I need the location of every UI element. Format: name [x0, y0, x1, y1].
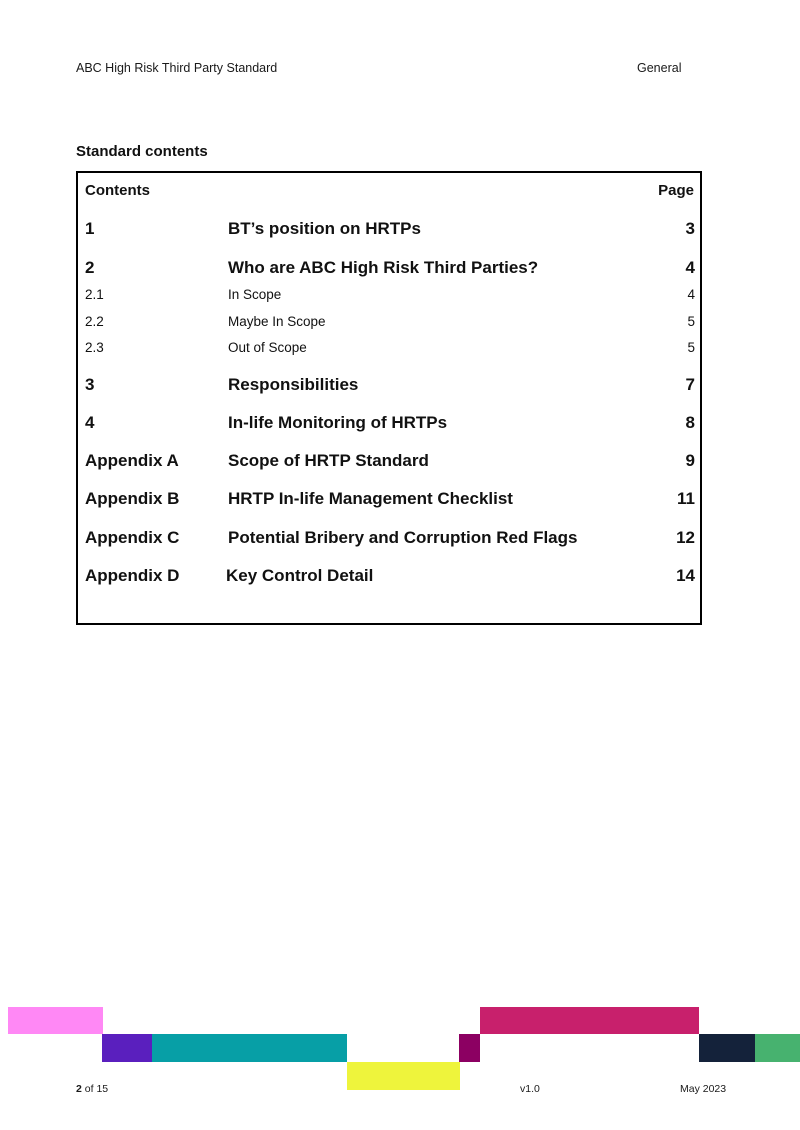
version-label: v1.0: [520, 1083, 540, 1095]
decor-band-pink: [8, 1007, 103, 1034]
page-column-header: Page: [658, 182, 694, 199]
toc-title: BT’s position on HRTPs: [228, 219, 421, 238]
decor-band-teal: [152, 1034, 347, 1062]
toc-page: 8: [685, 413, 695, 432]
toc-title: Key Control Detail: [226, 566, 374, 585]
toc-title: HRTP In-life Management Checklist: [228, 489, 513, 508]
toc-number: Appendix A: [85, 451, 179, 470]
toc-page: 9: [685, 451, 695, 470]
date-label: May 2023: [680, 1083, 727, 1095]
classification-label: General: [637, 61, 682, 75]
total-pages: of 15: [84, 1083, 109, 1095]
toc-title: In Scope: [228, 287, 282, 302]
toc-page: 11: [677, 489, 695, 508]
table-of-contents: [76, 171, 702, 625]
toc-row[interactable]: [78, 566, 700, 588]
decor-band-yellow: [347, 1062, 460, 1090]
toc-title: Scope of HRTP Standard: [228, 451, 429, 470]
page-indicator: [76, 1083, 108, 1095]
decor-band-green: [755, 1034, 800, 1062]
toc-number: Appendix B: [85, 489, 180, 508]
toc-row[interactable]: [78, 528, 700, 550]
toc-row[interactable]: [78, 451, 700, 473]
toc-number: 2.2: [85, 314, 104, 329]
toc-title: Maybe In Scope: [228, 314, 326, 329]
toc-row[interactable]: [78, 340, 700, 362]
toc-page: 14: [676, 566, 695, 585]
toc-row[interactable]: [78, 375, 700, 397]
toc-number: Appendix C: [85, 528, 180, 547]
toc-page: 3: [685, 219, 695, 238]
toc-page: 4: [687, 287, 695, 302]
decor-band-plum: [459, 1034, 480, 1062]
toc-number: 2.1: [85, 287, 104, 302]
toc-row[interactable]: [78, 413, 700, 435]
toc-title: In-life Monitoring of HRTPs: [228, 413, 448, 432]
decor-band-magenta: [480, 1007, 699, 1034]
toc-title: Responsibilities: [228, 375, 359, 394]
toc-row[interactable]: [78, 258, 700, 280]
toc-row[interactable]: [78, 489, 700, 511]
toc-page: 4: [685, 258, 695, 277]
decor-band-purple: [102, 1034, 152, 1062]
toc-number: 1: [85, 219, 95, 238]
toc-number: 4: [85, 413, 95, 432]
contents-column-header: Contents: [85, 182, 150, 199]
toc-number: Appendix D: [85, 566, 180, 585]
toc-title: Potential Bribery and Corruption Red Flags: [228, 528, 578, 547]
toc-row[interactable]: [78, 314, 700, 336]
current-page-number: 2: [76, 1083, 82, 1095]
toc-row[interactable]: [78, 219, 700, 241]
toc-row[interactable]: [78, 287, 700, 309]
toc-page: 5: [687, 340, 695, 355]
toc-number: 3: [85, 375, 95, 394]
decor-band-navy: [699, 1034, 755, 1062]
toc-page: 5: [687, 314, 695, 329]
section-title: Standard contents: [76, 143, 208, 160]
toc-page: 12: [676, 528, 695, 547]
toc-page: 7: [685, 375, 695, 394]
document-title: ABC High Risk Third Party Standard: [76, 61, 278, 75]
toc-title: Out of Scope: [228, 340, 307, 355]
toc-number: 2: [85, 258, 95, 277]
toc-title: Who are ABC High Risk Third Parties?: [228, 258, 539, 277]
toc-number: 2.3: [85, 340, 104, 355]
